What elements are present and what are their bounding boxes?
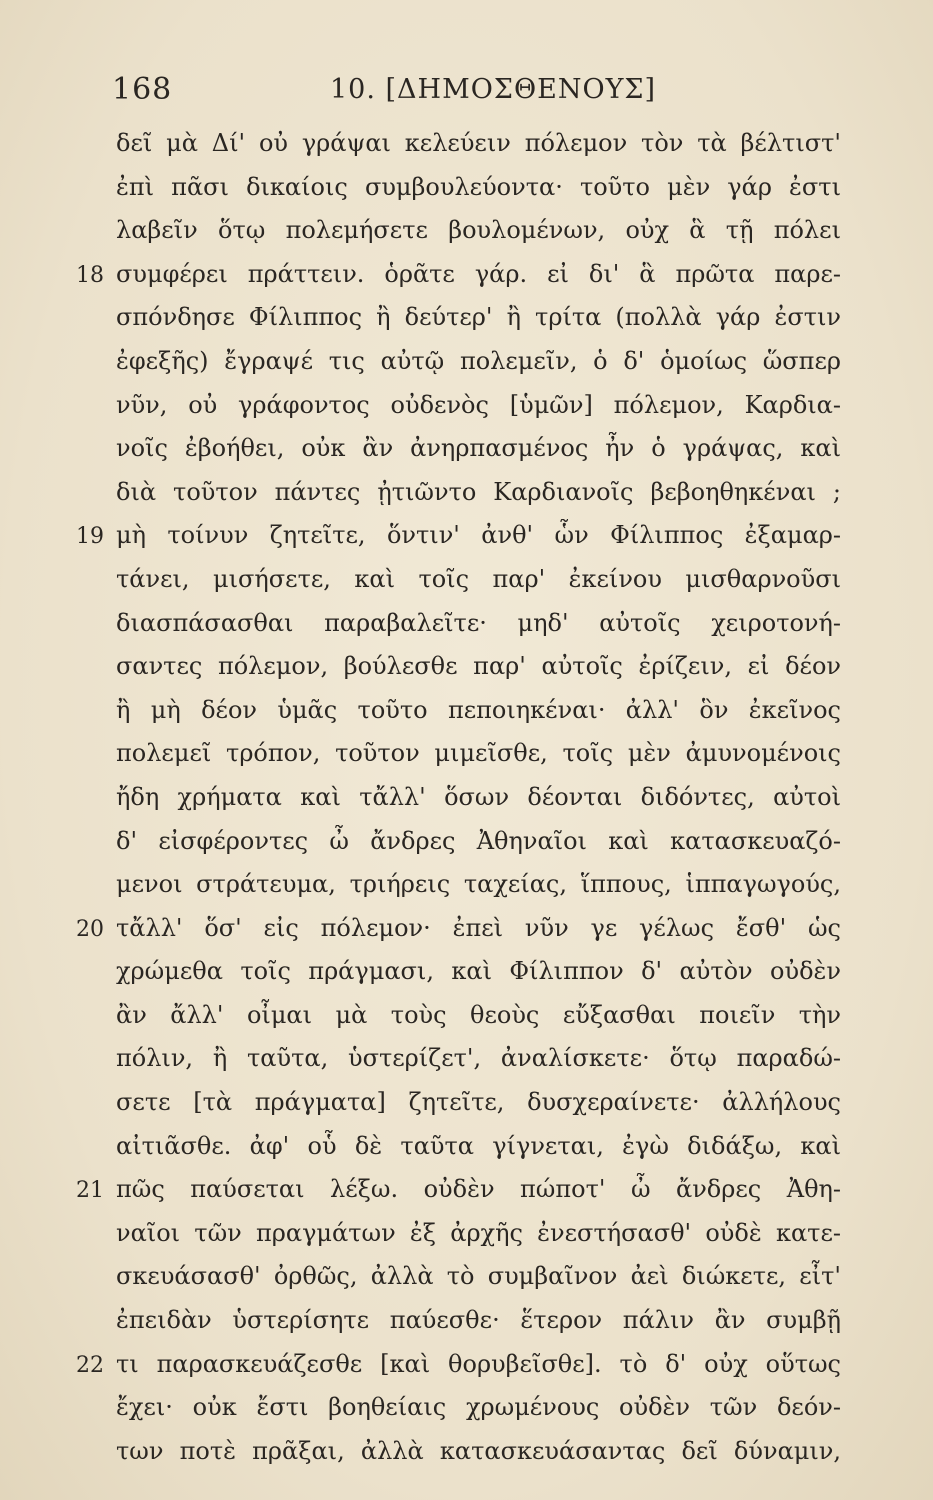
text-line [0,733,933,777]
line-text: σαντες πόλεμον, βούλεσθε παρ' αὐτοῖς ἐρίζειν, εἰ δέον [116,652,841,681]
line-text: αἰτιᾶσθε. ἀφ' οὗ δὲ ταῦτα γίγνεται, ἐγὼ διδάξω, καὶ [116,1131,841,1160]
text-line [0,341,933,385]
text-line [0,864,933,908]
text-line [0,1387,933,1431]
line-text: τἄλλ' ὅσ' εἰς πόλεμον· ἐπεὶ νῦν γε γέλως ἔσθ' ὡς [116,913,841,942]
text-line [0,297,933,341]
line-text: σετε [τὰ πράγματα] ζητεῖτε, δυσχεραίνετε· ἀλλήλους [116,1088,841,1117]
text-line [0,951,933,995]
text-line [0,1300,933,1344]
text-line [0,908,933,952]
text-line [0,1038,933,1082]
text-line [0,559,933,603]
section-number: 22 [76,1352,104,1378]
text-line [0,1431,933,1475]
text-line [0,1256,933,1300]
line-text: λαβεῖν ὅτῳ πολεμήσετε βουλομένων, οὐχ ἃ τῇ πόλει [116,216,841,245]
text-line [0,1082,933,1126]
line-text: πολεμεῖ τρόπον, τοῦτον μιμεῖσθε, τοῖς μὲν ἀμυνομένοις [116,739,841,768]
line-text: χρώμεθα τοῖς πράγμασι, καὶ Φίλιππον δ' αὐτὸν οὐδὲν [116,957,841,986]
section-number: 21 [76,1178,104,1204]
body-text [0,123,933,1474]
line-text: δεῖ μὰ Δί' οὐ γράψαι κελεύειν πόλεμον τὸν τὰ βέλτιστ' [116,129,841,157]
line-text: διασπάσασθαι παραβαλεῖτε· μηδ' αὐτοῖς χειροτονή- [116,608,841,637]
text-line [0,777,933,821]
line-text: διὰ τοῦτον πάντες ᾐτιῶντο Καρδιανοῖς βεβοηθηκέναι ; [116,477,841,506]
text-line [0,1213,933,1257]
line-text: ἐφεξῆς) ἔγραψέ τις αὐτῷ πολεμεῖν, ὁ δ' ὁμοίως ὥσπερ [116,346,841,375]
text-line [0,210,933,254]
line-text: σκευάσασθ' ὀρθῶς, ἀλλὰ τὸ συμβαῖνον ἀεὶ διώκετε, εἶτ' [116,1262,841,1291]
text-line [0,1169,933,1213]
line-text: ἐπὶ πᾶσι δικαίοις συμβουλεύοντα· τοῦτο μὲν γάρ ἐστι [116,172,841,201]
section-number: 19 [76,524,104,550]
text-line [0,1126,933,1170]
text-line [0,254,933,298]
text-line [0,123,933,167]
line-text: νῦν, οὐ γράφοντος οὐδενὸς [ὑμῶν] πόλεμον, Καρδια- [116,390,841,419]
line-text: τάνει, μισήσετε, καὶ τοῖς παρ' ἐκείνου μισθαρνοῦσι [116,564,841,593]
line-text: ἐπειδὰν ὑστερίσητε παύεσθε· ἕτερον πάλιν ἂν συμβῇ [116,1306,841,1335]
line-text: ἤδη χρήματα καὶ τἄλλ' ὅσων δέονται διδόντες, αὐτοὶ [116,782,841,811]
text-line [0,385,933,429]
text-line [0,428,933,472]
page-header [0,72,933,116]
line-text: πῶς παύσεται λέξω. οὐδὲν πώποτ' ὦ ἄνδρες Ἀθη- [116,1175,841,1204]
line-text: δ' εἰσφέροντες ὦ ἄνδρες Ἀθηναῖοι καὶ κατασκευαζό- [116,826,841,855]
line-text: μενοι στράτευμα, τριήρεις ταχείας, ἵππους, ἱππαγωγούς, [116,870,841,899]
page-number: 168 [112,72,173,107]
line-text: ἢ μὴ δέον ὑμᾶς τοῦτο πεποιηκέναι· ἀλλ' ὃν ἐκεῖνος [116,695,841,724]
line-text: σπόνδησε Φίλιππος ἢ δεύτερ' ἢ τρίτα (πολλὰ γάρ ἐστιν [116,303,841,332]
line-text: νοῖς ἐβοήθει, οὐκ ἂν ἀνηρπασμένος ἦν ὁ γράψας, καὶ [116,434,841,463]
text-line [0,1344,933,1388]
line-text: ναῖοι τῶν πραγμάτων ἐξ ἀρχῆς ἐνεστήσασθ' οὐδὲ κατε- [116,1218,841,1247]
line-text: ἂν ἄλλ' οἶμαι μὰ τοὺς θεοὺς εὔξασθαι ποιεῖν τὴν [116,1000,841,1029]
line-text: τι παρασκευάζεσθε [καὶ θορυβεῖσθε]. τὸ δ' οὐχ οὕτως [116,1349,841,1378]
line-text: πόλιν, ἢ ταῦτα, ὑστερίζετ', ἀναλίσκετε· ὅτῳ παραδώ- [116,1044,841,1073]
line-text: μὴ τοίνυν ζητεῖτε, ὅντιν' ἀνθ' ὧν Φίλιππος ἐξαμαρ- [116,521,841,550]
section-number: 20 [76,916,104,942]
line-text: συμφέρει πράττειν. ὁρᾶτε γάρ. εἰ δι' ἃ πρῶτα παρε- [116,259,841,288]
section-number: 18 [76,262,104,288]
text-line [0,995,933,1039]
text-line [0,472,933,516]
running-head: 10. [ΔΗΜΟΣΘΕΝΟΥΣ] [330,74,657,105]
line-text: των ποτὲ πρᾶξαι, ἀλλὰ κατασκευάσαντας δεῖ δύναμιν, [116,1436,841,1465]
text-line [0,646,933,690]
line-text: ἔχει· οὐκ ἔστι βοηθείαις χρωμένους οὐδὲν τῶν δεόν- [116,1393,841,1422]
text-line [0,821,933,865]
text-line [0,603,933,647]
text-line [0,690,933,734]
text-line [0,167,933,211]
text-line [0,515,933,559]
